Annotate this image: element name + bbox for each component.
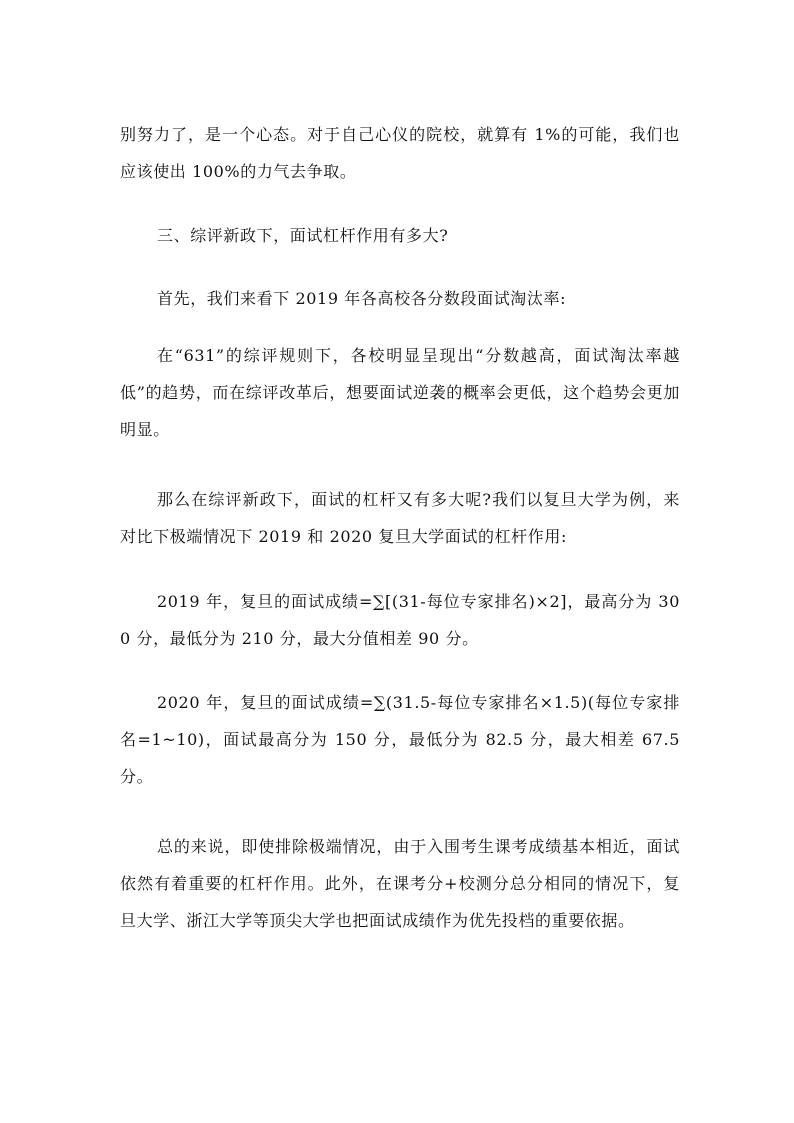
paragraph-2020-formula: 2020 年，复旦的面试成绩=∑(31.5-每位专家排名×1.5)(每位专家排名=1~10)，面试最高分为 150 分，最低分为 82.5 分，最大相差 67.5 分。	[120, 693, 680, 786]
section-heading: 三、综评新政下，面试杠杆作用有多大?	[157, 226, 449, 245]
paragraph-intro: 首先，我们来看下 2019 年各高校各分数段面试淘汰率:	[157, 289, 567, 308]
paragraph-trend: 在“631”的综评规则下，各校明显呈现出“分数越高，面试淘汰率越低”的趋势，而在综评改革后，想要面试逆袭的概率会更低，这个趋势会更加明显。	[120, 346, 680, 439]
paragraph-summary: 总的来说，即使排除极端情况，由于入围考生课考成绩基本相近，面试依然有着重要的杠杆作用。此外，在课考分+校测分总分相同的情况下，复旦大学、浙江大学等顶尖大学也把面试成绩作为优先投档的重要依据。	[120, 837, 680, 930]
paragraph-continuation: 别努力了，是一个心态。对于自己心仪的院校，就算有 1%的可能，我们也应该使出 100%的力气去争取。	[120, 125, 680, 181]
paragraph-question: 那么在综评新政下，面试的杠杆又有多大呢?我们以复旦大学为例，来对比下极端情况下 2019 和 2020 复旦大学面试的杠杆作用:	[120, 490, 680, 546]
paragraph-2019-formula: 2019 年，复旦的面试成绩=∑[(31-每位专家排名)×2]，最高分为 300 分，最低分为 210 分，最大分值相差 90 分。	[120, 592, 680, 648]
